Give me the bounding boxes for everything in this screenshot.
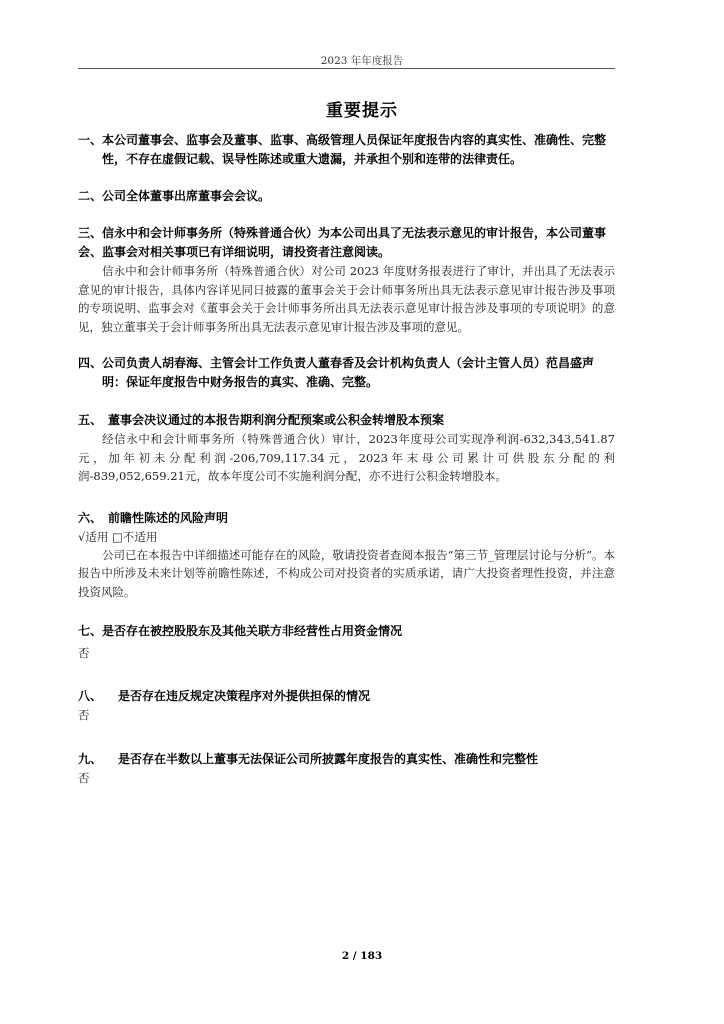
section-4-heading: 四、公司负责人胡春海、主管会计工作负责人董春香及会计机构负责人（会计主管人员）范昌盛声明：保证年度报告中财务报告的真实、准确、完整。: [78, 356, 595, 389]
section-9-heading-line: [78, 750, 615, 769]
section-6-body: 公司已在本报告中详细描述可能存在的风险，敬请投资者查阅本报告“第三节_管理层讨论与分析”。本报告中所涉及未来计划等前瞻性陈述，不构成公司对投资者的实质承诺，请广大投资者理性投资，并注意投资风险。: [78, 547, 615, 599]
section-3: [78, 224, 615, 336]
section-8-number: 八、: [78, 689, 103, 703]
section-9-heading: 是否存在半数以上董事无法保证公司所披露年度报告的真实性、准确性和完整性: [118, 752, 539, 766]
section-6-applicability: √适用 □不适用: [78, 529, 158, 544]
section-6: [78, 509, 615, 602]
section-9: [78, 750, 615, 787]
section-7-heading: 七、是否存在被控股股东及其他关联方非经营性占用资金情况: [78, 624, 403, 638]
section-9-number: 九、: [78, 752, 103, 766]
section-5-body: 经信永中和会计师事务所（特殊普通合伙）审计，2023年度母公司实现净利润-632,343,541.87元，加年初未分配利润-206,709,117.34元，2023年末母公司累计可供股东分配的利润-839,052,659.21元，故本年度公司不实施利润分配，亦不进行公积金转增股本。: [78, 432, 615, 483]
section-2: [78, 187, 615, 206]
section-8-heading: 是否存在违反规定决策程序对外提供担保的情况: [118, 689, 371, 703]
section-2-heading: 二、公司全体董事出席董事会会议。: [78, 189, 271, 203]
section-5-number: 五、: [78, 413, 103, 427]
section-8-heading-line: [78, 687, 615, 706]
section-3-heading: 三、信永中和会计师事务所（特殊普通合伙）为本公司出具了无法表示意见的审计报告，本公司董事会、监事会对相关事项已有详细说明，请投资者注意阅读。: [78, 226, 607, 259]
document-body: [78, 131, 615, 787]
section-8-answer: 否: [78, 708, 90, 722]
section-7-answer: 否: [78, 646, 90, 660]
section-7: [78, 622, 615, 662]
section-8: [78, 687, 615, 724]
section-6-number: 六、: [78, 510, 103, 525]
section-9-answer: 否: [78, 771, 90, 785]
section-5-heading: 董事会决议通过的本报告期利润分配预案或公积金转增股本预案: [108, 413, 445, 427]
section-6-heading-line: [78, 509, 615, 528]
header-divider: [78, 68, 615, 69]
running-header: 2023 年年度报告: [320, 55, 404, 67]
section-4: [78, 354, 615, 392]
section-3-body: 信永中和会计师事务所（特殊普通合伙）对公司 2023 年度财务报表进行了审计，并出具了无法表示意见的审计报告，具体内容详见同日披露的董事会关于会计师事务所出具无法表示意见审计报告涉及事项的专项说明、监事会对《董事会关于会计师事务所出具无法表示意见审计报告涉及事项的专项说明》的意见，独立董事关于会计师事务所出具无法表示意见审计报告涉及事项的意见。: [78, 264, 615, 334]
section-6-heading: 前瞻性陈述的风险声明: [108, 510, 229, 525]
section-1: [78, 131, 615, 169]
page-title: 重要提示: [326, 101, 398, 121]
section-5: [78, 411, 615, 486]
page-number: 2 / 183: [341, 950, 383, 962]
section-5-heading-line: [78, 411, 615, 430]
section-1-heading: 一、本公司董事会、监事会及董事、监事、高级管理人员保证年度报告内容的真实性、准确性、完整性，不存在虚假记载、误导性陈述或重大遗漏，并承担个别和连带的法律责任。: [78, 133, 607, 166]
